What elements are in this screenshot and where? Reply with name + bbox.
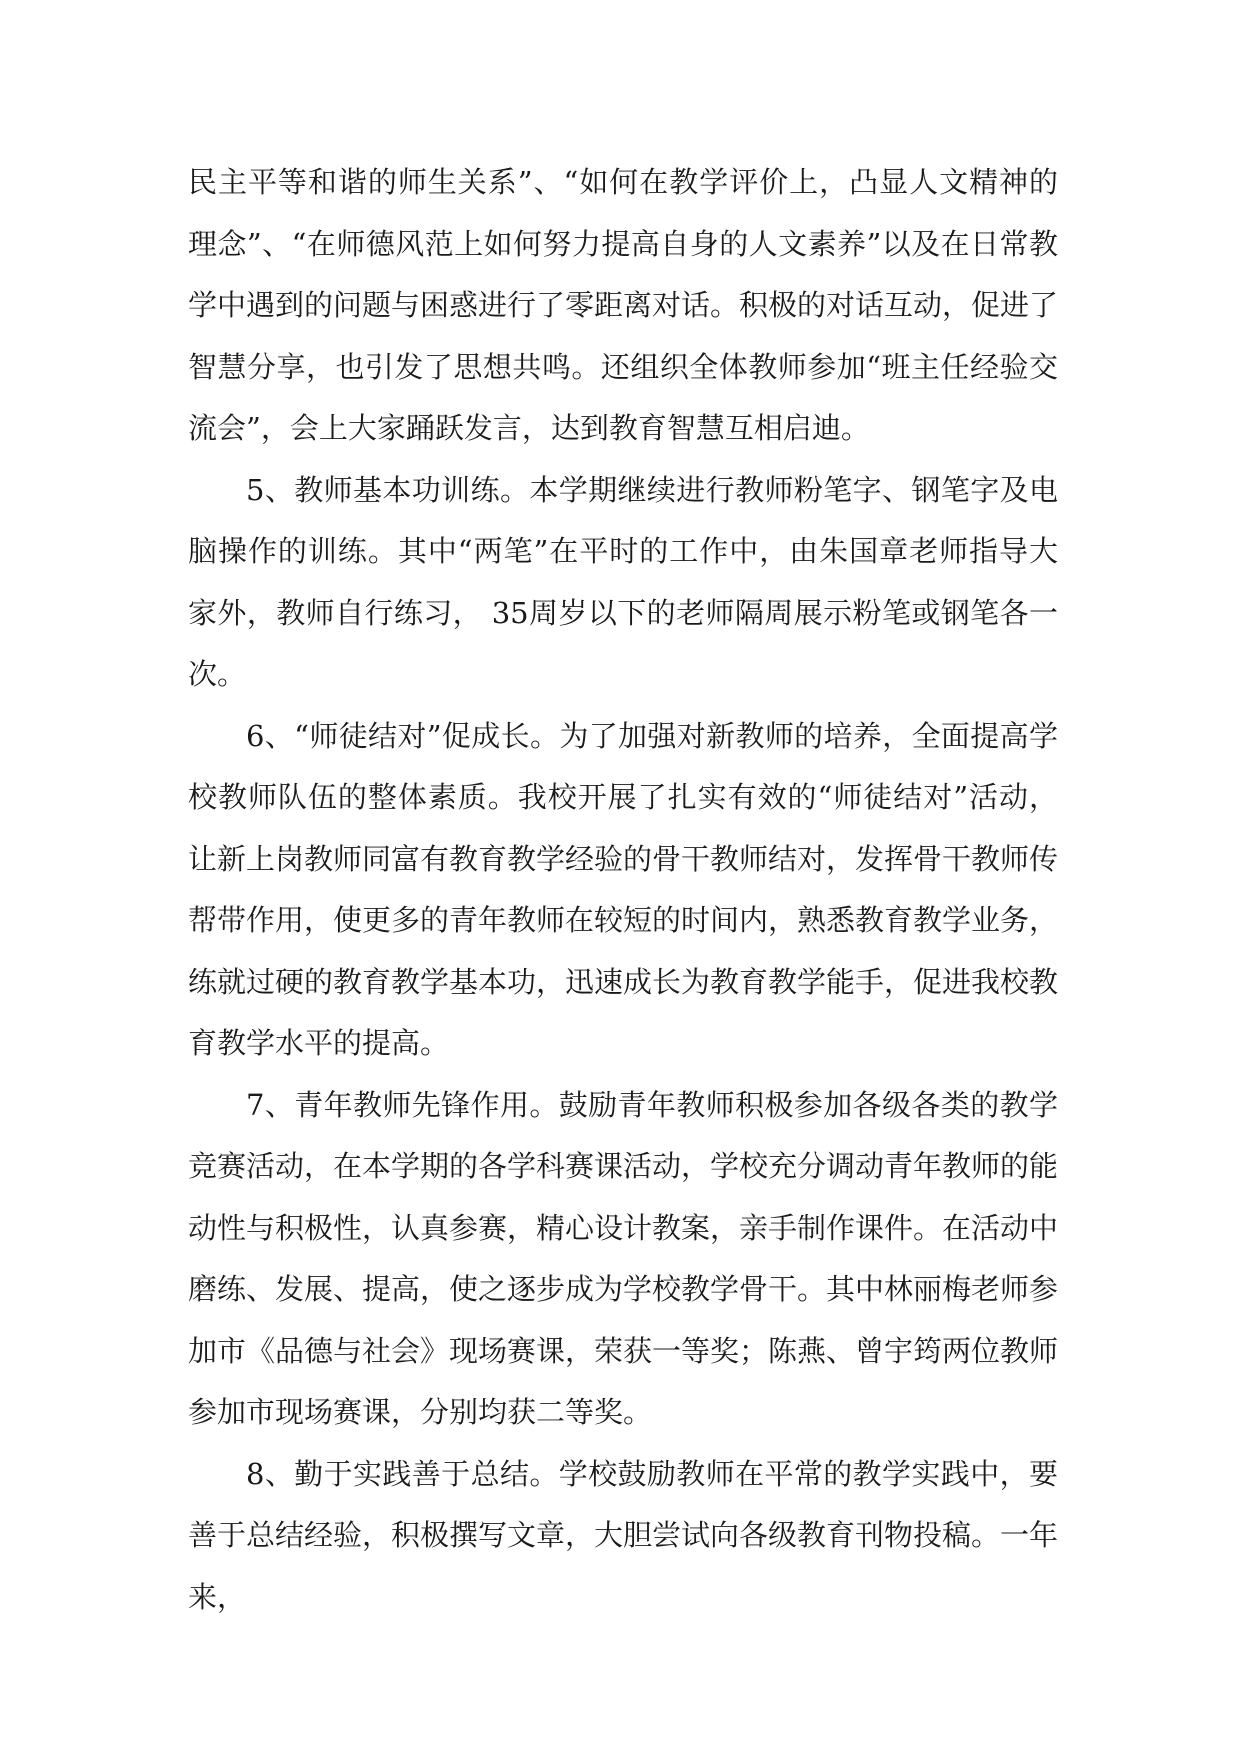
paragraph-item-5: 5、教师基本功训练。本学期继续进行教师粉笔字、钢笔字及电脑操作的训练。其中“两笔”在平时的工作中，由朱国章老师指导大家外，教师自行练习， 35周岁以下的老师隔周展示粉笔或钢笔各一次。: [188, 472, 1058, 691]
paragraph-item-6: 6、“师徒结对”促成长。为了加强对新教师的培养，全面提高学校教师队伍的整体素质。我校开展了扎实有效的“师徒结对”活动，让新上岗教师同富有教育教学经验的骨干教师结对，发挥骨干教师传帮带作用，使更多的青年教师在较短的时间内，熟悉教育教学业务，练就过硬的教育教学基本功，迅速成长为教育教学能手，促进我校教育教学水平的提高。: [188, 718, 1059, 1060]
paragraph-continued: 民主平等和谐的师生关系”、“如何在教学评价上，凸显人文精神的理念”、“在师德风范上如何努力提高自身的人文素养”以及在日常教学中遇到的问题与困惑进行了零距离对话。积极的对话互动，促进了智慧分享，也引发了思想共鸣。还组织全体教师参加“班主任经验交流会”，会上大家踊跃发言，达到教育智慧互相启迪。: [188, 165, 1059, 445]
paragraph-item-7: 7、青年教师先锋作用。鼓励青年教师积极参加各级各类的教学竞赛活动，在本学期的各学科赛课活动，学校充分调动青年教师的能动性与积极性，认真参赛，精心设计教案，亲手制作课件。在活动中磨练、发展、提高，使之逐步成为学校教学骨干。其中林丽梅老师参加市《品德与社会》现场赛课，荣获一等奖；陈燕、曾宇筠两位教师参加市现场赛课，分别均获二等奖。: [188, 1087, 1059, 1429]
paragraph-item-8: 8、勤于实践善于总结。学校鼓励教师在平常的教学实践中，要善于总结经验，积极撰写文章，大胆尝试向各级教育刊物投稿。一年来，: [188, 1456, 1059, 1614]
document-body: [188, 152, 1058, 1628]
